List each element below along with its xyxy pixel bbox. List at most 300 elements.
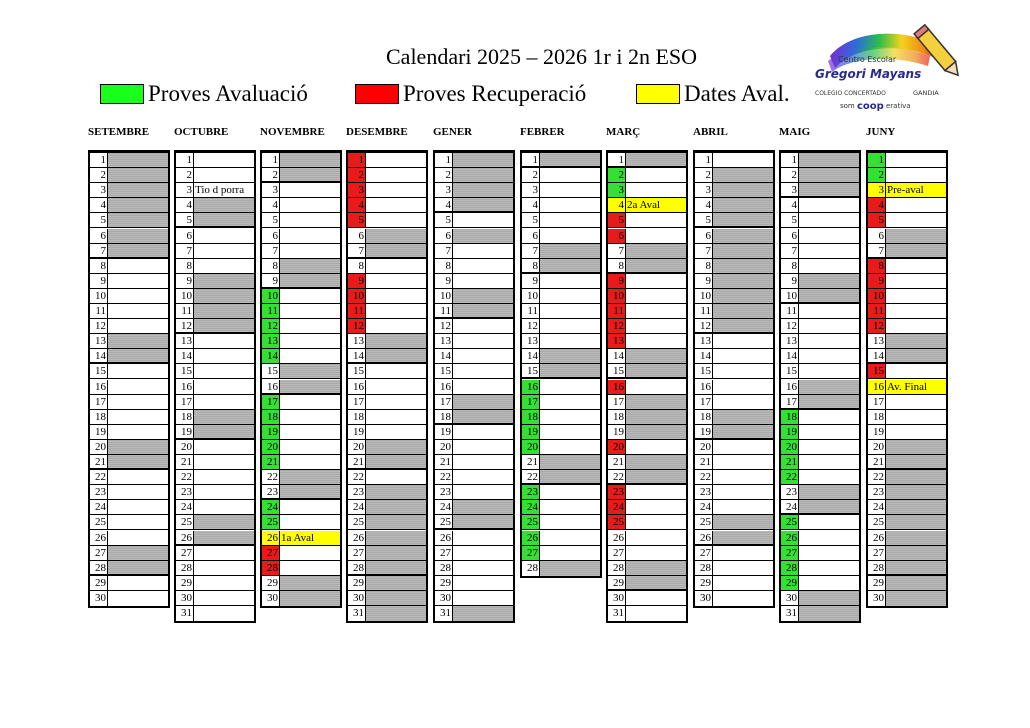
day-number: 29	[176, 576, 194, 590]
day-cell	[799, 319, 859, 333]
day-row	[695, 485, 773, 500]
day-row	[348, 168, 426, 183]
day-number: 23	[435, 485, 453, 499]
day-number: 18	[868, 410, 886, 424]
day-number: 5	[608, 213, 626, 227]
day-number: 2	[435, 168, 453, 182]
day-cell	[886, 410, 946, 424]
day-cell	[453, 455, 513, 469]
day-cell	[626, 606, 686, 621]
day-number: 24	[522, 500, 540, 514]
day-cell	[540, 561, 600, 576]
day-number: 17	[868, 395, 886, 409]
day-number: 10	[781, 289, 799, 302]
day-cell	[108, 380, 168, 394]
day-cell	[886, 500, 946, 514]
day-row	[435, 380, 513, 395]
day-row	[695, 561, 773, 576]
day-number: 15	[522, 364, 540, 377]
day-number: 15	[90, 364, 108, 378]
day-row	[435, 183, 513, 198]
legend-label-recovery: Proves Recuperació	[403, 81, 587, 106]
day-cell	[713, 364, 773, 378]
day-row	[608, 606, 686, 621]
day-cell	[280, 289, 340, 303]
day-row	[435, 410, 513, 425]
day-cell	[366, 349, 426, 362]
day-row	[262, 289, 340, 304]
day-cell	[194, 380, 254, 394]
day-row	[262, 183, 340, 198]
day-number: 15	[868, 364, 886, 378]
day-cell	[540, 440, 600, 454]
day-cell	[366, 485, 426, 499]
day-number: 1	[522, 153, 540, 166]
day-number: 13	[868, 334, 886, 348]
legend-evaluation	[100, 80, 308, 108]
day-number: 3	[868, 183, 886, 197]
day-row	[90, 515, 168, 530]
day-number: 12	[176, 319, 194, 332]
day-row	[781, 244, 859, 259]
day-cell	[886, 455, 946, 468]
day-cell	[280, 304, 340, 318]
day-cell	[799, 289, 859, 302]
day-row	[348, 349, 426, 364]
day-cell	[540, 546, 600, 560]
day-number: 6	[522, 229, 540, 243]
day-cell	[540, 213, 600, 227]
day-number: 11	[781, 304, 799, 318]
day-number: 5	[435, 213, 453, 227]
school-logo	[810, 16, 980, 116]
month-name: GENER	[433, 126, 473, 138]
day-cell	[713, 455, 773, 469]
day-number: 26	[608, 531, 626, 545]
logo-text-centro: Centro Escolar	[838, 55, 897, 64]
day-row	[522, 410, 600, 425]
day-row	[90, 289, 168, 304]
day-number: 12	[348, 319, 366, 333]
day-row	[695, 455, 773, 470]
day-row	[695, 304, 773, 319]
day-row	[695, 319, 773, 334]
month-column	[520, 125, 600, 574]
day-row	[868, 168, 946, 183]
day-row	[868, 304, 946, 319]
day-number: 20	[176, 440, 194, 454]
month-grid	[346, 150, 428, 623]
day-cell	[280, 515, 340, 529]
day-cell	[280, 198, 340, 212]
day-cell	[886, 515, 946, 529]
day-cell	[713, 440, 773, 454]
day-number: 13	[522, 334, 540, 348]
day-cell	[108, 168, 168, 182]
day-row	[522, 304, 600, 319]
day-row	[435, 470, 513, 485]
day-cell	[799, 410, 859, 424]
day-cell	[366, 319, 426, 333]
day-row	[176, 364, 254, 379]
day-cell	[366, 395, 426, 409]
day-row	[695, 440, 773, 455]
day-row	[176, 319, 254, 334]
day-cell	[713, 153, 773, 167]
day-cell	[626, 576, 686, 589]
day-cell	[366, 229, 426, 243]
day-number: 14	[176, 349, 194, 363]
day-cell	[626, 289, 686, 303]
day-number: 14	[608, 349, 626, 363]
legend-swatch-red	[355, 84, 399, 104]
day-number: 27	[176, 546, 194, 560]
day-number: 21	[695, 455, 713, 469]
day-number: 2	[695, 168, 713, 182]
day-number: 13	[695, 334, 713, 348]
day-row	[348, 213, 426, 228]
day-cell	[713, 500, 773, 514]
day-number: 31	[435, 606, 453, 621]
day-cell	[108, 198, 168, 212]
day-row	[522, 349, 600, 364]
day-cell	[626, 213, 686, 227]
day-number: 16	[435, 380, 453, 394]
day-number: 27	[781, 546, 799, 560]
day-number: 24	[781, 500, 799, 513]
day-number: 28	[868, 561, 886, 574]
day-number: 8	[868, 259, 886, 273]
month-name: ABRIL	[693, 126, 728, 138]
day-cell	[626, 500, 686, 514]
day-number: 16	[695, 380, 713, 394]
day-cell	[886, 334, 946, 348]
day-row	[781, 410, 859, 425]
day-row	[868, 229, 946, 244]
day-number: 29	[608, 576, 626, 589]
day-cell	[713, 561, 773, 575]
day-number: 22	[90, 470, 108, 484]
day-row	[435, 289, 513, 304]
day-number: 14	[695, 349, 713, 363]
day-number: 17	[695, 395, 713, 409]
day-number: 15	[781, 364, 799, 378]
day-number: 16	[90, 380, 108, 394]
day-number: 9	[262, 274, 280, 287]
day-row	[90, 183, 168, 198]
day-cell	[194, 515, 254, 529]
day-cell	[194, 349, 254, 363]
day-row	[176, 515, 254, 530]
day-number: 21	[90, 455, 108, 468]
day-row	[176, 591, 254, 606]
day-number: 22	[435, 470, 453, 484]
day-number: 7	[90, 244, 108, 257]
day-number: 15	[608, 364, 626, 377]
day-number: 25	[262, 515, 280, 529]
day-number: 12	[435, 319, 453, 333]
day-row	[608, 213, 686, 228]
day-cell	[366, 606, 426, 621]
day-number: 20	[348, 440, 366, 454]
day-number: 15	[435, 364, 453, 378]
day-number: 14	[435, 349, 453, 363]
day-row	[90, 531, 168, 546]
day-row	[608, 470, 686, 485]
day-row	[695, 546, 773, 561]
day-cell	[626, 561, 686, 575]
day-cell	[366, 410, 426, 424]
day-row	[435, 515, 513, 530]
day-number: 3	[262, 183, 280, 197]
day-event: 2a Aval	[627, 199, 661, 212]
day-number: 26	[90, 531, 108, 545]
day-number: 20	[608, 440, 626, 454]
day-row	[435, 153, 513, 168]
day-row	[435, 304, 513, 319]
day-cell	[194, 561, 254, 575]
day-cell	[626, 168, 686, 182]
day-number: 5	[262, 213, 280, 227]
day-cell	[540, 364, 600, 377]
day-number: 26	[176, 531, 194, 544]
day-row	[608, 183, 686, 198]
day-row	[176, 380, 254, 395]
day-row	[868, 334, 946, 349]
day-number: 4	[695, 198, 713, 212]
day-row	[868, 380, 946, 395]
day-cell	[886, 274, 946, 288]
day-cell	[280, 425, 340, 439]
day-row	[435, 168, 513, 183]
day-row	[868, 410, 946, 425]
school-logo-graphic	[810, 16, 980, 116]
day-number: 22	[608, 470, 626, 483]
day-cell	[453, 591, 513, 605]
day-row	[348, 274, 426, 289]
day-cell	[713, 334, 773, 348]
month-grid	[606, 150, 688, 623]
day-cell	[713, 425, 773, 438]
day-row	[781, 274, 859, 289]
day-number: 11	[348, 304, 366, 318]
day-row	[348, 531, 426, 546]
day-cell	[108, 576, 168, 590]
legend-dates	[636, 80, 790, 108]
day-cell	[626, 440, 686, 454]
day-cell	[194, 304, 254, 318]
day-number: 6	[435, 229, 453, 243]
day-number: 30	[695, 591, 713, 606]
day-number: 30	[608, 591, 626, 605]
day-row	[176, 561, 254, 576]
day-row	[90, 198, 168, 213]
day-cell	[108, 561, 168, 574]
day-number: 11	[90, 304, 108, 318]
day-row	[176, 213, 254, 228]
day-row	[781, 229, 859, 244]
day-number: 11	[262, 304, 280, 318]
day-row	[522, 244, 600, 259]
day-row	[868, 576, 946, 591]
day-number: 25	[348, 515, 366, 529]
day-cell	[280, 319, 340, 333]
day-row	[608, 229, 686, 244]
day-number: 10	[608, 289, 626, 303]
day-row	[781, 606, 859, 621]
day-cell	[799, 304, 859, 318]
day-row	[868, 259, 946, 274]
day-row	[176, 455, 254, 470]
day-cell	[626, 546, 686, 560]
day-number: 6	[695, 229, 713, 243]
day-cell	[108, 410, 168, 424]
day-number: 17	[176, 395, 194, 409]
day-number: 18	[176, 410, 194, 424]
day-row	[435, 229, 513, 244]
day-cell	[540, 395, 600, 409]
day-number: 24	[90, 500, 108, 514]
day-number: 18	[435, 410, 453, 423]
day-cell	[540, 515, 600, 529]
day-row	[262, 561, 340, 576]
day-number: 13	[608, 334, 626, 348]
day-number: 7	[522, 244, 540, 258]
day-row	[262, 410, 340, 425]
day-row	[695, 591, 773, 606]
day-row	[522, 395, 600, 410]
day-event: 1a Aval	[281, 531, 315, 544]
day-number: 5	[348, 213, 366, 227]
day-number: 12	[608, 319, 626, 333]
day-number: 16	[262, 380, 280, 393]
day-row	[695, 274, 773, 289]
day-cell	[626, 410, 686, 424]
day-row	[348, 380, 426, 395]
day-number: 27	[348, 546, 366, 560]
day-number: 19	[176, 425, 194, 438]
day-cell	[799, 229, 859, 243]
day-cell	[280, 410, 340, 424]
day-number: 22	[176, 470, 194, 484]
day-row	[90, 244, 168, 259]
day-cell	[366, 289, 426, 303]
day-row	[348, 259, 426, 274]
day-row	[522, 334, 600, 349]
day-row	[90, 380, 168, 395]
day-number: 16	[176, 380, 194, 394]
day-cell	[626, 259, 686, 272]
day-row	[262, 198, 340, 213]
day-row	[522, 229, 600, 244]
day-number: 29	[348, 576, 366, 590]
day-cell	[713, 349, 773, 363]
day-row	[695, 425, 773, 440]
logo-text-som: som	[840, 102, 855, 110]
day-row	[348, 410, 426, 425]
day-number: 27	[608, 546, 626, 560]
day-row	[781, 470, 859, 485]
month-column	[606, 125, 686, 619]
day-cell	[626, 395, 686, 409]
day-number: 7	[695, 244, 713, 258]
day-number: 11	[176, 304, 194, 318]
day-number: 26	[781, 531, 799, 545]
day-row	[348, 364, 426, 379]
day-cell	[366, 515, 426, 529]
day-row	[608, 198, 686, 213]
day-number: 24	[435, 500, 453, 514]
day-event: Av. Final	[887, 380, 928, 393]
day-row	[435, 364, 513, 379]
logo-text-coop: coop	[857, 101, 884, 112]
day-cell	[886, 319, 946, 333]
day-number: 13	[90, 334, 108, 348]
day-row	[435, 606, 513, 621]
day-row	[868, 319, 946, 334]
day-cell	[108, 319, 168, 333]
day-cell	[453, 349, 513, 363]
day-row	[522, 380, 600, 395]
day-row	[868, 546, 946, 561]
day-number: 4	[348, 198, 366, 212]
day-cell	[626, 229, 686, 243]
day-cell	[886, 168, 946, 182]
day-cell	[280, 380, 340, 393]
logo-text-colegio: COLEGIO CONCERTADO	[815, 90, 886, 97]
day-number: 24	[348, 500, 366, 514]
day-cell	[366, 213, 426, 227]
day-number: 8	[90, 259, 108, 273]
day-cell	[626, 515, 686, 529]
day-row	[695, 349, 773, 364]
day-row	[348, 395, 426, 410]
day-cell	[108, 515, 168, 529]
day-number: 27	[435, 546, 453, 560]
day-number: 13	[176, 334, 194, 348]
day-row	[868, 591, 946, 606]
day-row	[868, 440, 946, 455]
day-number: 3	[781, 183, 799, 196]
day-row	[868, 244, 946, 259]
day-row	[781, 168, 859, 183]
day-row	[262, 440, 340, 455]
day-row	[90, 364, 168, 379]
day-row	[695, 213, 773, 228]
day-cell	[626, 274, 686, 288]
day-cell	[626, 244, 686, 258]
day-row	[348, 440, 426, 455]
day-cell	[453, 561, 513, 575]
day-row	[522, 546, 600, 561]
day-row	[781, 319, 859, 334]
day-number: 11	[435, 304, 453, 317]
month-name: OCTUBRE	[174, 126, 229, 138]
day-number: 27	[90, 546, 108, 560]
day-cell	[626, 349, 686, 363]
day-cell	[453, 213, 513, 227]
day-number: 23	[522, 485, 540, 499]
day-row	[781, 213, 859, 228]
day-number: 30	[868, 591, 886, 606]
day-cell	[540, 380, 600, 394]
day-row	[781, 289, 859, 304]
day-cell	[108, 229, 168, 243]
day-cell	[799, 395, 859, 408]
month-column	[866, 125, 946, 604]
day-cell	[280, 274, 340, 287]
day-row	[435, 546, 513, 561]
